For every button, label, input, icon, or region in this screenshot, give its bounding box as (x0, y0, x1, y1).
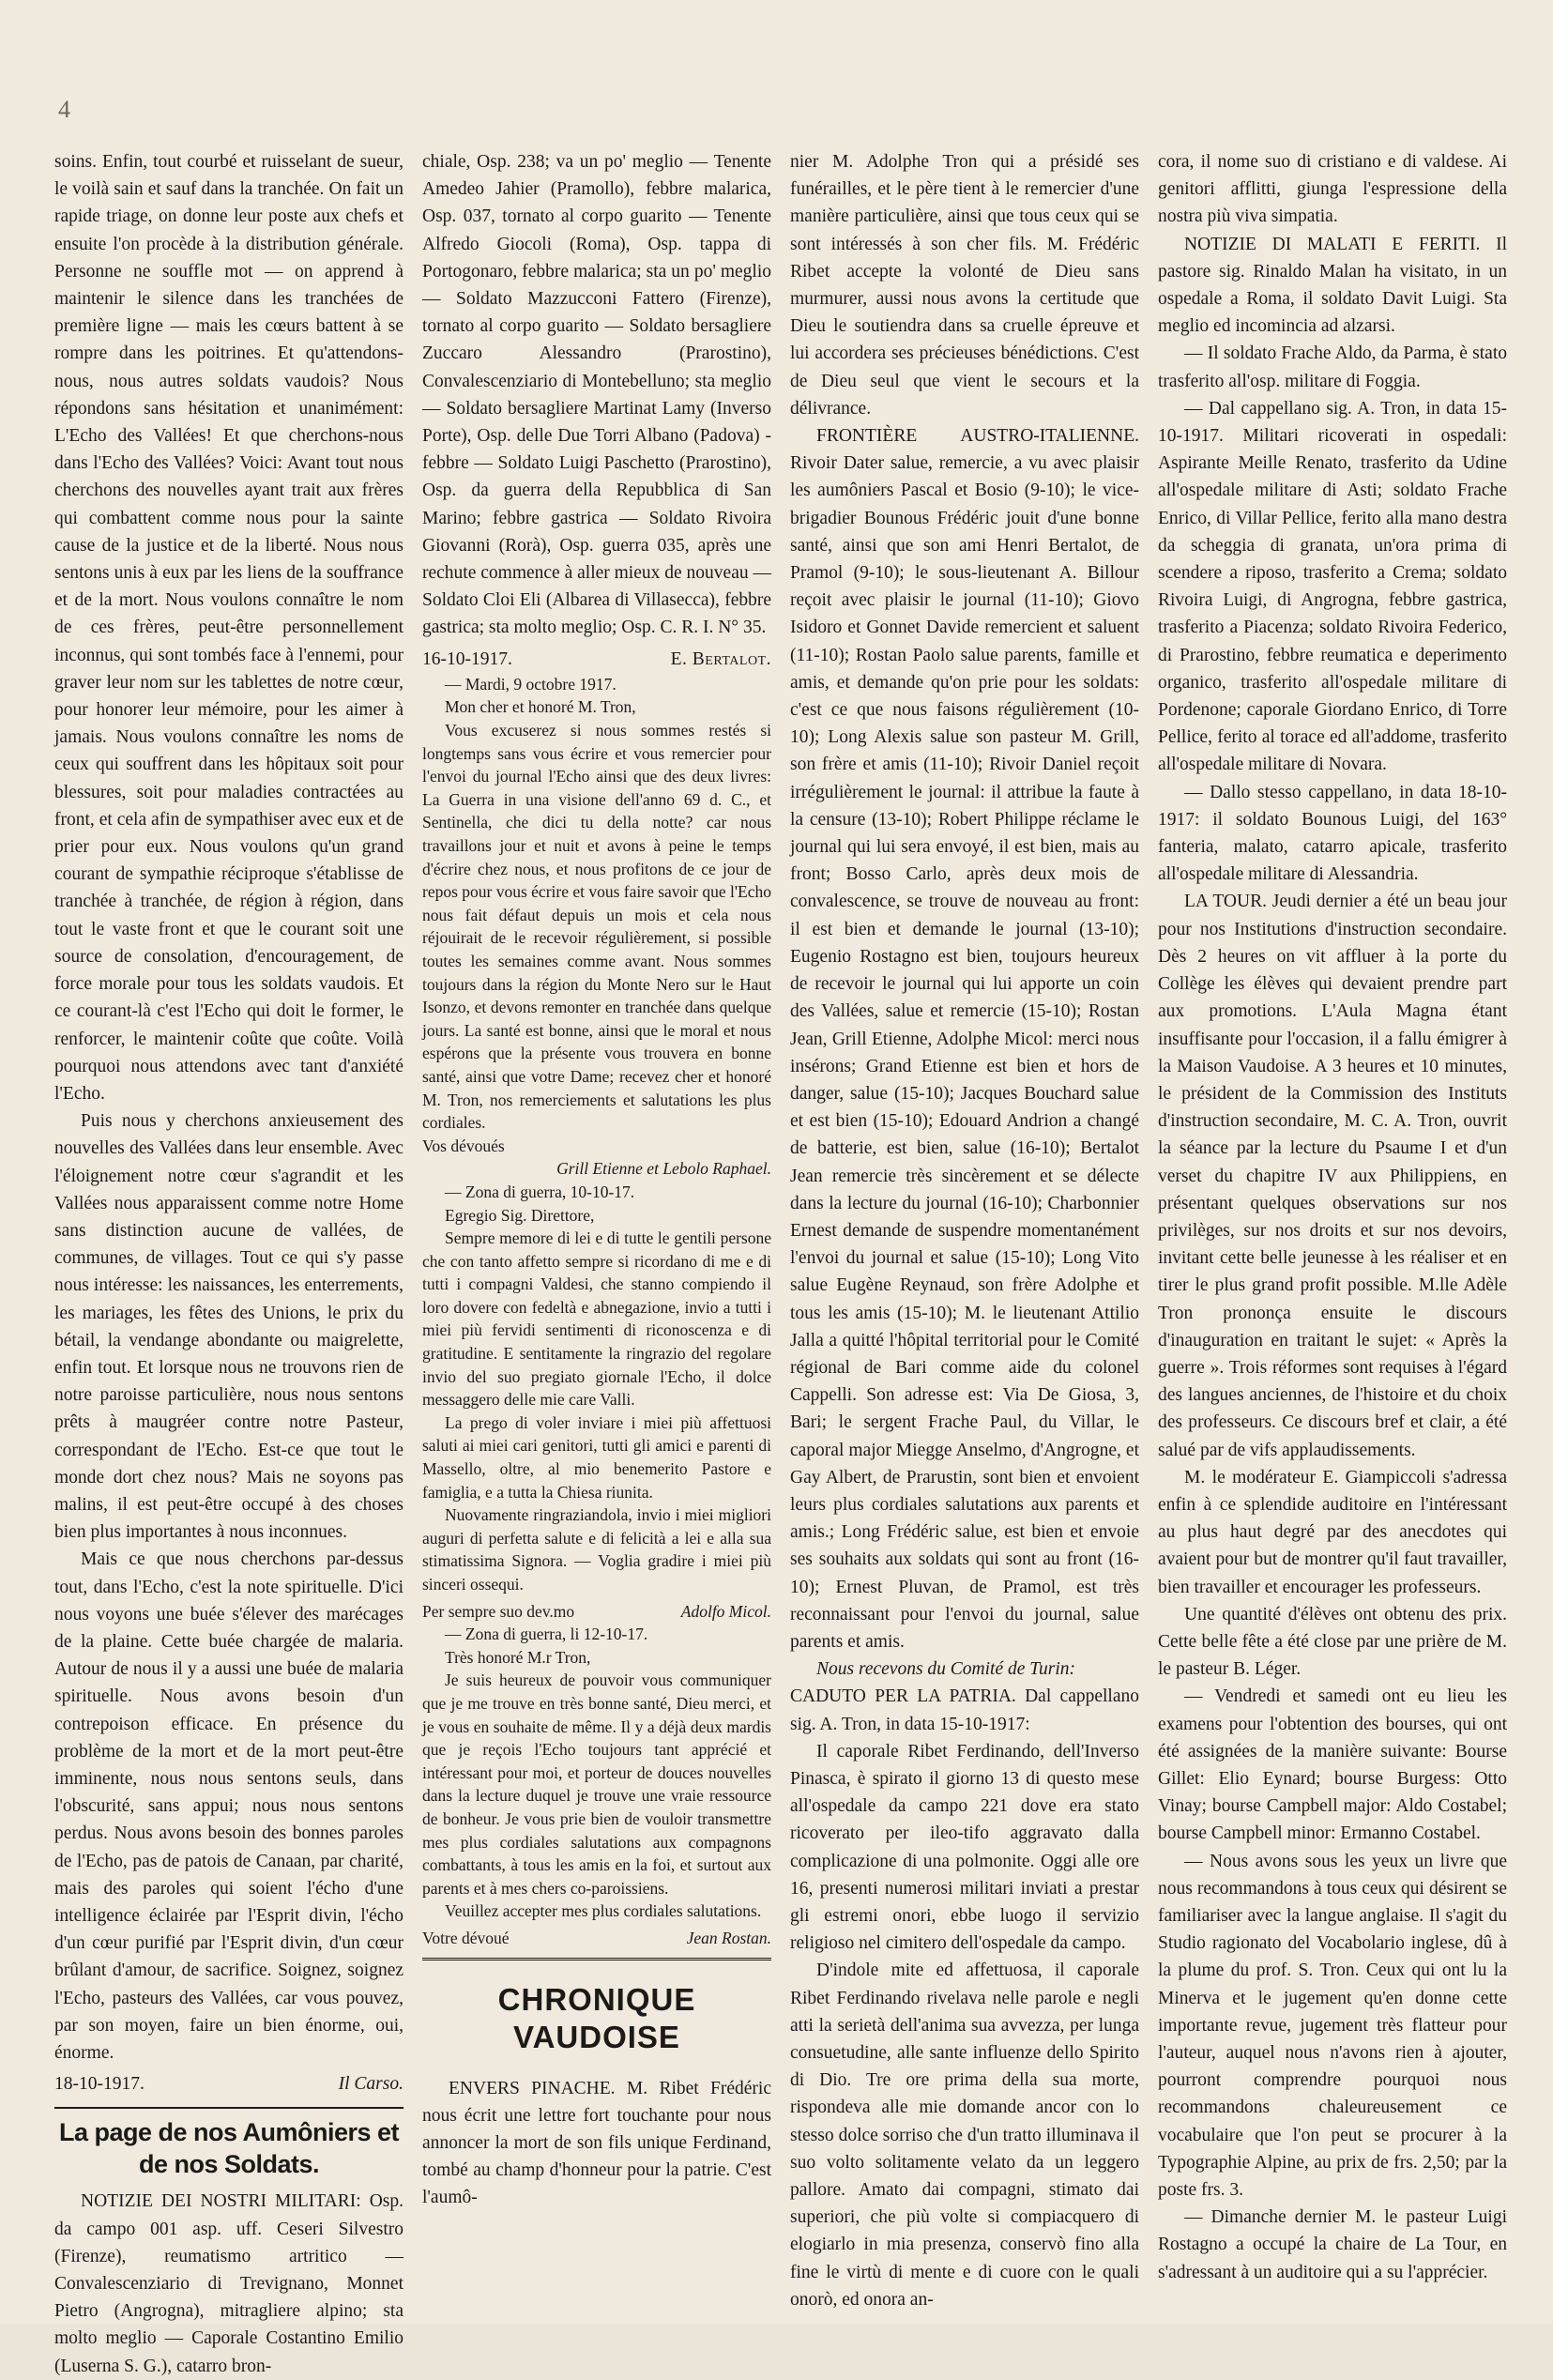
paragraph: — Vendredi et samedi ont eu lieu les examens pour l'obtention des bourses, qui ont été assignées de la manière suivante: Bourse Gillet: Elio Eynard; bourse Burgess: Otto Vinay; bourse Campbell major: Aldo Costabel; bourse Campbell minor: Ermanno Costabel. (1158, 1686, 1507, 1844)
column-1 (54, 148, 403, 2376)
paragraph: Une quantité d'élèves ont obtenu des prix. Cette belle fête a été close par une prière de M. le pasteur B. Léger. (1158, 1604, 1507, 1680)
letter-body: La prego di voler inviare i miei più affettuosi saluti ai miei cari genitori, tutti gli amici e parenti di Massello, oltre, al mio benemerito Pastore e famiglia, e a tutta la Chiesa riunita. (422, 1412, 771, 1502)
paragraph: — Nous avons sous les yeux un livre que nous recommandons à tous ceux qui désirent se familiariser avec la langue anglaise. Il s'agit du Studio ragionato del Vocabolario inglese, dû à la plume du prof. S. Tron. Ceux qui ont lu la Minerva et le jugement qu'en donne cette importante revue, jugement très flatteur pour l'auteur, auquel nous n'avons rien à ajouter, pourront comprendre pourquoi nous recommandons chaleureusement ce vocabulaire que l'on peut se procurer à la Typographie Alpine, au prix de frs. 2,50; par la poste frs. 3. (1158, 1851, 1507, 2201)
paragraph: ENVERS PINACHE. M. Ribet Frédéric nous écrit une lettre fort touchante pour nous annoncer la mort de son fils unique Ferdinand, tombé au champ d'honneur pour la patrie. C'est l'aumô- (422, 2078, 771, 2208)
paragraph: Puis nous y cherchons anxieusement des nouvelles des Vallées dans leur ensemble. Avec l'éloignement notre cœur s'agrandit et les Vallées nous apparaissent comme notre Home sans distinction aucune de vallées, de communes, de villages. Tout ce qui s'y passe nous intéresse: les naissances, les enterrements, les mariages, les fêtes des Unions, le prix du bétail, la vendange abondante ou maigrelette, enfin tout. Et lorsque nous ne trouvons rien de notre paroisse particulière, nous nous sentons prêts à maugréer contre notre Pasteur, correspondant de l'Echo. Est-ce que tout le monde dort chez nous? Mais ne soyons pas malins, il est peut-être occupé à des choses bien plus importantes à nous inconnues. (54, 1111, 403, 1543)
letter-closing: Votre dévoué (422, 1928, 510, 1947)
paragraph: — Dallo stesso cappellano, in data 18-10-1917: il soldato Bounous Luigi, del 163° fanteria, malato, catarro apicale, trasferito all'ospedale militare di Alessandria. (1158, 782, 1507, 885)
text-columns (54, 148, 1509, 2376)
paragraph: NOTIZIE DEI NOSTRI MILITARI: Osp. da campo 001 asp. uff. Ceseri Silvestro (Firenze), reumatismo artritico — Convalescenziario di Trevignano, Monnet Pietro (Angrogna), mitragliere alpino; sta molto meglio — Caporale Costantino Emilio (Luserna S. G.), catarro bron- (54, 2191, 403, 2376)
letter (422, 673, 771, 1181)
letter-body: Je suis heureux de pouvoir vous communiquer que je me trouve en très bonne santé, Dieu merci, et je vous en souhaite de même. Il y a déjà deux mardis que je reçois l'Echo toujours tant apprécié et intéressant pour moi, et porteur de douces nouvelles dans la lecture duquel je trouve une vraie ressource de bonheur. Je vous prie bien de vouloir transmettre mes plus cordiales salutations aux compagnons combattants, à tous les amis en la foi, et surtout aux parents et à mes chers co-paroissiens. (422, 1671, 771, 1898)
paragraph: CADUTO PER LA PATRIA. Dal cappellano sig. A. Tron, in data 15-10-1917: (790, 1686, 1139, 1734)
letter-signer: Adolfo Micol. (680, 1601, 771, 1621)
letter-closing: Vos dévoués (422, 1136, 505, 1155)
letter-signer: Grill Etienne et Lebolo Raphael. (556, 1159, 771, 1179)
paragraph: cora, il nome suo di cristiano e di valdese. Ai genitori afflitti, giunga l'espressione della nostra più viva simpatia. (1158, 152, 1507, 227)
column-2 (422, 148, 771, 2288)
letter-body: Vous excuserez si nous sommes restés si longtemps sans vous écrire et vous remercier pour l'envoi du journal l'Echo ainsi que des deux livres: La Guerra in una visione dell'anno 69 d. C., et Sentinella, che dici tu della notte? car nous travaillons jour et nuit et avons à peine le temps d'écrire chez nous, et nous profitons de ce jour de repos pour vous écrire et vous faire savoir que l'Echo nous fait défaut depuis un mois et cela nous réjouirait de le recevoir régulièrement, si possible toutes les semaines comme avant. Nous sommes toujours dans la région du Monte Nero sur le Haut Isonzo, et devons remonter en tranchée dans quelque jours. La santé est bonne, ainsi que le moral et nous espérons que la présente vous trouvera en bonne santé, ainsi que votre Dame; recevez cher et honoré M. Tron, nos remerciements et salutations les plus cordiales. (422, 721, 771, 1133)
signature-line (422, 646, 771, 673)
column-3 (790, 148, 1139, 2310)
paragraph: FRONTIÈRE AUSTRO-ITALIENNE. Rivoir Dater salue, remercie, a vu avec plaisir les aumôniers Pascal et Bosio (9-10); le vice-brigadier Bounous Frédéric jouit d'une bonne santé, ainsi que son ami Henri Bertalot, de Pramol (9-10); le sous-lieutenant A. Billour reçoit avec plaisir le journal (11-10); Giovo Isidoro et Gonnet Davide remercient et saluent (11-10); Rostan Paolo salue parents, famille et amis, et demande qu'on prie pour les soldats: c'est ce que nous faisons régulièrement (10-10); Long Alexis salue son pasteur M. Grill, son frère et amis (11-10); Rivoir Daniel reçoit irrégulièrement le journal: il attribue la faute à la censure (13-10); Robert Philippe réclame le journal qui lui sera envoyé, il est bien, mais au front; Bosso Carlo, après deux mois de convalescence, se trouve de nouveau au front: il est bien et demande le journal (13-10); Eugenio Rostagno est bien, toujours heureux de recevoir le journal qui lui apporte un coin des Vallées, salue et remercie (15-10); Rostan Jean, Grill Etienne, Adolphe Micol: merci nous insérons; Grand Etienne est bien et hors de danger, salue (15-10); Jacques Bouchard salue et est bien (15-10); Edouard Andrion a changé de batterie, est bien, salue (16-10); Bertalot Jean remercie très sincèrement et se délecte dans la lecture du journal (16-10); Charbonnier Ernest demande de suspendre momentanément l'envoi du journal et salue (15-10); Long Vito salue Eugène Reynaud, son frère Adolphe et tous les amis (15-10); M. le lieutenant Attilio Jalla a quitté l'hôpital territorial pour le Comité régional de Bari comme aide du colonel Cappelli. Son adresse est: Via De Giosa, 3, Bari; le sergent Frache Paul, du Villar, le caporal major Miegge Anselmo, d'Angrogne, et Gay Albert, de Prarustin, sont bien et envoient leurs plus cordiales salutations aux parents et amis.; Long Frédéric salue, est bien et envoie ses souhaits aux soldats qui sont au front (16-10); Ernest Pluvan, de Pramol, est très reconnaissant pour l'envoi du journal, salue parents et amis. (790, 426, 1139, 1652)
letter-signer: Jean Rostan. (686, 1928, 771, 1947)
letter-body: Sempre memore di lei e di tutte le gentili persone che con tanto affetto sempre si ricordano di me e di tutti i compagni Valdesi, che stanno compiendo il loro dovere con fedeltà e abnegazione, invio a tutti i miei più fervidi sentimenti di riconoscenza e di gratitudine. E sentitamente la ringrazio del regolare invio del suo pregiato giornale l'Echo, il dolce messaggero delle mie care Valli. (422, 1228, 771, 1410)
paragraph: chiale, Osp. 238; va un po' meglio — Tenente Amedeo Jahier (Pramollo), febbre malarica, Osp. 037, tornato al corpo guarito — Tenente Alfredo Giocoli (Roma), Osp. tappa di Portogonaro, febbre malarica; sta un po' meglio — Soldato Mazzucconi Fattero (Firenze), tornato al corpo guarito — Soldato bersagliere Zuccaro Alessandro (Prarostino), Convalescenziario di Montebelluno; sta meglio — Soldato bersagliere Martinat Lamy (Inverso Porte), Osp. delle Due Torri Albano (Padova) - febbre — Soldato Luigi Paschetto (Prarostino), Osp. da guerra della Repubblica di San Marino; febbre gastrica — Soldato Rivoira Giovanni (Rorà), Osp. guerra 035, après une rechute commence à aller mieux de nouveau — Soldato Cloi Eli (Albarea di Villasecca), febbre gastrica; sta molto meglio; Osp. C. R. I. N° 35. (422, 152, 771, 638)
paragraph: Nous recevons du Comité de Turin: (816, 1659, 1076, 1680)
letter-header: — Zona di guerra, 10-10-17. (445, 1182, 635, 1201)
paragraph: soins. Enfin, tout courbé et ruisselant de sueur, le voilà sain et sauf dans la tranchée. On fait un rapide triage, on donne leur poste aux chefs et ensuite l'on procède à la distribution générale. Personne ne souffle mot — on apprend à maintenir le silence dans les tranchées de première ligne — mais les cœurs battent à se rompre dans les poitrines. Et qu'attendons-nous, nous autres soldats vaudois? Nous répondons sans hésitation et unanimément: L'Echo des Vallées! Et que cherchons-nous dans l'Echo des Vallées? Voici: Avant tout nous cherchons des nouvelles ayant trait aux frères qui combattent comme nous pour la sainte cause de la justice et de la liberté. Nous nous sentons unis à eux par les liens de la souffrance et de la mort. Nous voulons connaître le nom de ces frères, peut-être personnellement inconnus, qui sont tombés face à l'ennemi, pour graver leur nom sur les tablettes de notre cœur, pour honorer leur mémoire, pour les aimer à jamais. Nous voulons connaître les noms de ceux qui souffrent dans les hôpitaux soit pour blessures, soit pour maladies contractées au front, et cela afin de sympathiser avec eux et de prier pour eux. Nous voulons qu'un grand courant de sympathie réciproque s'établisse de tranchée à tranchée, de région à région, dans tout le vaste front et que le courant soit une source de consolation, d'encouragement, de force morale pour tous les soldats vaudois. Et ce courant-là c'est l'Echo qui doit le former, le renforcer, le maintenir coûte que coûte. Voilà pourquoi nous attendons avec tant d'anxiété l'Echo. (54, 152, 403, 1104)
letter-salutation: Très honoré M.r Tron, (445, 1647, 591, 1667)
signature-date: 16-10-1917. (422, 648, 512, 669)
letter-signature (422, 1927, 771, 1950)
page-number: 4 (58, 96, 70, 123)
signature-author: Il Carso. (338, 2074, 403, 2095)
paragraph: Mais ce que nous cherchons par-dessus tout, dans l'Echo, c'est la note spirituelle. D'ici nous voyons une buée s'élever des marécages de la plaine. Cette buée chargée de malaria. Autour de nous il y a aussi une buée de malaria spirituelle. Nous avons besoin d'un contrepoison efficace. En présence du problème de la mort et de la mort peut-être imminente, nous nous sentons seuls, dans l'obscurité, sans appui; nous nous sentons perdus. Nous avons besoin des bonnes paroles de l'Echo, pas de patois de Canaan, par charité, mais des paroles qui soient l'écho d'une intelligence éclairée par l'Esprit divin, l'écho d'un cœur purifié par l'Esprit divin, d'un cœur brûlant d'amour, de sacrifice. Soignez, soignez l'Echo, pasteurs des Vallées, car vous pouvez, par son moyen, faire un bien énorme, oui, énorme. (54, 1549, 403, 2064)
paragraph: NOTIZIE DI MALATI E FERITI. Il pastore sig. Rinaldo Malan ha visitato, in un ospedale a Roma, il soldato Davit Luigi. Sta meglio ed incomincia ad alzarsi. (1158, 234, 1507, 337)
letter-header: — Zona di guerra, li 12-10-17. (445, 1625, 648, 1644)
signature-line (54, 2070, 403, 2098)
paragraph: Il caporale Ribet Ferdinando, dell'Inverso Pinasca, è spirato il giorno 13 di questo mese all'ospedale da campo 221 dove era stato ricoverato per ileo-tifo aggravato dalla complicazione di una polmonite. Oggi alle ore 16, presenti numerosi militari inviati a prestar gli estremi onori, ebbe luogo il servizio religioso nel cimitero dell'ospedale da campo. (790, 1741, 1139, 1954)
signature-date: 18-10-1917. (54, 2074, 145, 2095)
letter (422, 1181, 771, 1623)
section-title: La page de nos Aumôniers et de nos Soldats. (58, 2118, 400, 2179)
paragraph: — Dal cappellano sig. A. Tron, in data 15-10-1917. Militari ricoverati in ospedali: Aspirante Meille Renato, trasferito da Udine all'ospedale militare di Asti; soldato Frache Enrico, di Villar Pellice, ferito alla mano destra da scheggia di granata, un'ora prima di scendere a riposo, trasferito a Crema; soldato Rivoira Luigi, di Angrogna, febbre gastrica, trasferito a Piacenza; soldato Rivoira Federico, di Prarostino, febbre reumatica e deperimento organico, trasferito all'ospedale militare di Pordenone; caporale Giordano Enrico, di Torre Pellice, ferito al torace ed all'addome, trasferito all'ospedale militare di Novara. (1158, 398, 1507, 775)
chronique-title: CHRONIQUE VAUDOISE (497, 1981, 696, 2054)
letter-header: — Mardi, 9 octobre 1917. (445, 674, 617, 694)
column-4 (1158, 148, 1507, 2288)
paragraph: LA TOUR. Jeudi dernier a été un beau jour pour nos Institutions d'instruction secondaire. Dès 2 heures on vit affluer à la porte du Collège les élèves qui devaient prendre part aux promotions. L'Aula Magna étant insuffisante pour l'occasion, il a fallu émigrer à la Maison Vaudoise. A 3 heures et 10 minutes, le président de la Commission des Instituts d'instruction secondaire, M. C. A. Tron, ouvrit la séance par la lecture du Psaume I et d'un verset du chapitre IV aux Philippiens, en présentant quelques observations sur nos privilèges, sur nos droits et sur nos devoirs, invitant cette belle jeunesse à les réaliser et en tirer le plus grand profit possible. M.lle Adèle Tron prononça ensuite le discours d'inauguration en traitant le sujet: « Après la guerre ». Trois réformes sont requises à l'égard des langues anciennes, de l'histoire et du choix des professeurs. Ce discours bref et clair, a été salué par de vifs applaudissements. (1158, 892, 1507, 1460)
paragraph: — Dimanche dernier M. le pasteur Luigi Rostagno a occupé la chaire de La Tour, en s'adressant à un auditoire qui a su l'apprécier. (1158, 2207, 1507, 2282)
divider (54, 2107, 403, 2109)
signature-author: E. Bertalot. (670, 648, 771, 669)
letter-body: Nuovamente ringraziandola, invio i miei migliori auguri di perfetta salute e di felicità a lei e alla sua stimatissima Signora. — Voglia gradire i miei più sinceri ossequi. (422, 1505, 771, 1594)
letter-signature (422, 1600, 771, 1624)
letter-salutation: Mon cher et honoré M. Tron, (445, 697, 636, 717)
paragraph: nier M. Adolphe Tron qui a présidé ses funérailles, et le père tient à le remercier d'une manière particulière, ainsi que tous ceux qui se sont intéressés à son cher fils. M. Frédéric Ribet accepte la volonté de Dieu sans murmurer, aussi nous avons la certitude que Dieu le soutiendra dans sa cruelle épreuve et lui accordera ses précieuses bénédictions. C'est de Dieu seul que vient le secours et la délivrance. (790, 152, 1139, 419)
letter-closing: Per sempre suo dev.mo (422, 1601, 575, 1621)
letter-salutation: Egregio Sig. Direttore, (445, 1205, 595, 1225)
letter-body: Veuillez accepter mes plus cordiales salutations. (445, 1901, 762, 1921)
paragraph: — Il soldato Frache Aldo, da Parma, è stato trasferito all'osp. militare di Foggia. (1158, 343, 1507, 391)
divider (422, 1958, 771, 1960)
paragraph: M. le modérateur E. Giampiccoli s'adressa enfin à ce splendide auditoire en l'intéressant au plus haut degré par des anecdotes qui avaient pour but de montrer qu'il faut travailler, bien travailler et encourager les professeurs. (1158, 1467, 1507, 1597)
letter (422, 1623, 771, 1949)
paragraph: D'indole mite ed affettuosa, il caporale Ribet Ferdinando rivelava nelle parole e negli atti la serietà dell'anima sua avvezza, per lunga consuetudine, alle sante influenze dello Spirito di Dio. Tre ore prima della sua morte, rispondeva alle mie domande ancor con lo stesso dolce sorriso che d'un tratto illuminava il suo volto solitamente velato da un leggero pallore. Amato dai compagni, stimato dai superiori, che più volte si compiacquero di elogiarlo in mia presenza, conservò fino alla fine le virtù di mente e di cuore con le quali onorò, ed onora an- (790, 1960, 1139, 2310)
